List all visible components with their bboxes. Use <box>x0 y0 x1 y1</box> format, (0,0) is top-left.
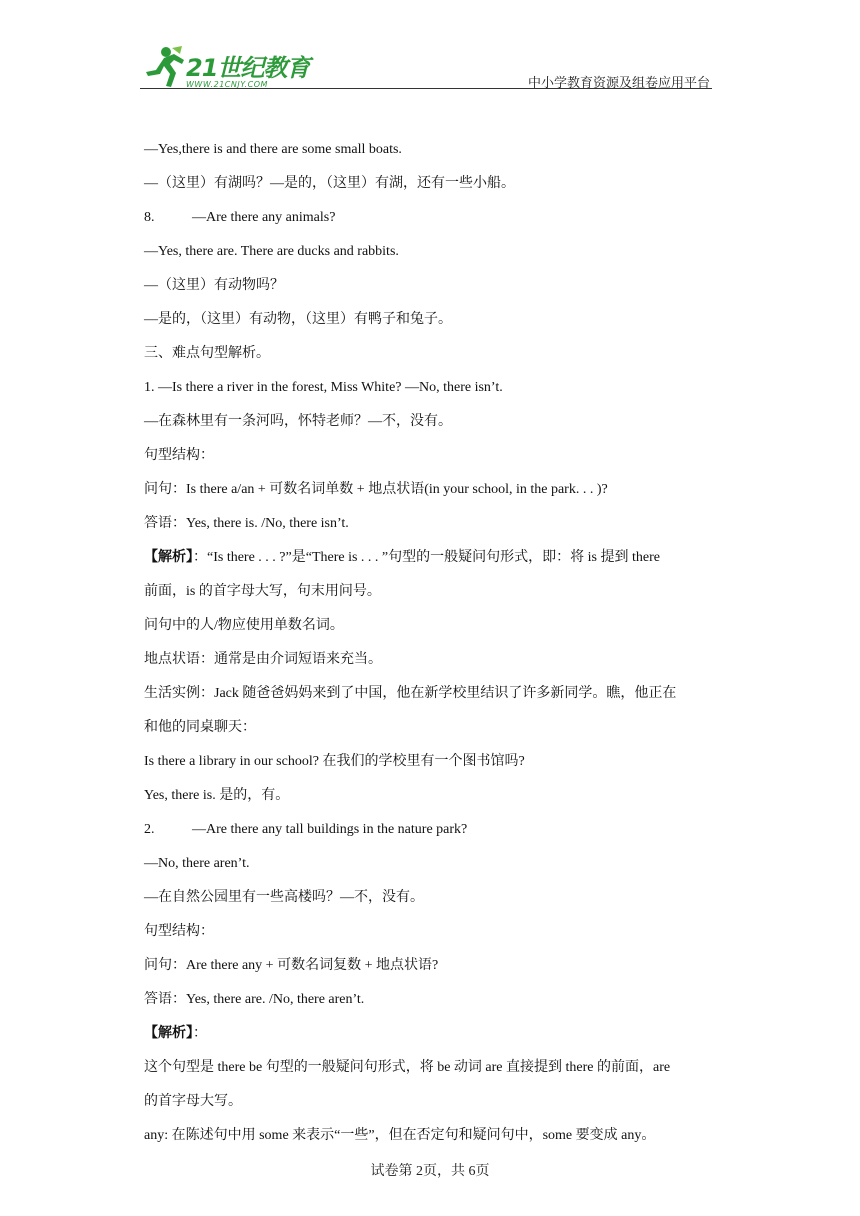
text-line <box>144 541 719 575</box>
text-line <box>144 269 719 303</box>
text-line <box>144 711 719 745</box>
text-line <box>144 235 719 269</box>
text-line <box>144 881 719 915</box>
line-text: 地点状语：通常是由介词短语来充当。 <box>144 652 382 667</box>
text-line <box>144 609 719 643</box>
line-text: —Yes, there are. There are ducks and rabbits. <box>144 244 399 259</box>
line-text: 和他的同桌聊天： <box>144 720 256 735</box>
line-text: —在森林里有一条河吗，怀特老师？—不，没有。 <box>144 414 452 429</box>
line-text: 问句：Is there a/an + 可数名词单数 + 地点状语(in your school, in the park. . . )? <box>144 482 608 497</box>
logo-url: WWW.21CNJY.COM <box>186 80 268 89</box>
text-line <box>144 1085 719 1119</box>
text-line <box>144 337 719 371</box>
text-line <box>144 983 719 1017</box>
line-text: 句型结构： <box>144 924 214 939</box>
item-number: 8. <box>144 210 155 225</box>
text-line <box>144 1119 719 1153</box>
line-text: —是的，（这里）有动物，（这里）有鸭子和兔子。 <box>144 312 452 327</box>
logo-text: 21世纪教育 <box>186 54 310 82</box>
line-text: 问句中的人/物应使用单数名词。 <box>144 618 344 633</box>
line-text: —Are there any animals? <box>192 210 336 225</box>
text-line <box>144 167 719 201</box>
line-text: 这个句型是 there be 句型的一般疑问句形式，将 be 动词 are 直接提到 there 的前面，are <box>144 1060 671 1075</box>
line-text: —Are there any tall buildings in the nature park? <box>192 822 468 837</box>
text-line <box>144 949 719 983</box>
document-body <box>144 133 719 1153</box>
text-line <box>144 1017 719 1051</box>
page-header <box>140 38 712 90</box>
line-text: any: 在陈述句中用 some 来表示“一些”，但在否定句和疑问句中，some 要变成 any。 <box>144 1128 656 1143</box>
page-footer: 试卷第 2页，共 6页 <box>370 1164 490 1179</box>
line-text: 前面，is 的首字母大写，句末用问号。 <box>144 584 381 599</box>
line-text: 句型结构： <box>144 448 214 463</box>
line-text: —（这里）有动物吗？ <box>144 278 284 293</box>
text-line <box>144 915 719 949</box>
text-line <box>144 405 719 439</box>
logo <box>140 44 320 90</box>
line-text: Yes, there is. 是的，有。 <box>144 788 290 803</box>
text-line <box>144 779 719 813</box>
line-text: Is there a library in our school? 在我们的学校里有一个图书馆吗? <box>144 754 525 769</box>
text-line <box>144 439 719 473</box>
line-text: 答语：Yes, there is. /No, there isn’t. <box>144 516 349 531</box>
line-text: 问句：Are there any + 可数名词复数 + 地点状语? <box>144 958 439 973</box>
item-number: 2. <box>144 822 155 837</box>
header-divider <box>140 88 712 89</box>
runner-logo-icon <box>140 44 186 90</box>
text-line <box>144 643 719 677</box>
text-line <box>144 677 719 711</box>
analysis-label: 【解析】 <box>144 550 193 565</box>
line-text: —（这里）有湖吗？—是的，（这里）有湖，还有一些小船。 <box>144 176 515 191</box>
text-line <box>144 745 719 779</box>
text-line <box>144 133 719 167</box>
text-line <box>144 303 719 337</box>
text-line <box>144 813 719 847</box>
text-line <box>144 473 719 507</box>
text-line <box>144 575 719 609</box>
line-text: —Yes,there is and there are some small boats. <box>144 142 402 157</box>
text-line <box>144 1051 719 1085</box>
text-line <box>144 507 719 541</box>
text-line <box>144 371 719 405</box>
line-text: 答语：Yes, there are. /No, there aren’t. <box>144 992 365 1007</box>
line-text: 1. —Is there a river in the forest, Miss White? —No, there isn’t. <box>144 380 503 395</box>
platform-title: 中小学教育资源及组卷应用平台 <box>527 76 710 91</box>
text-line <box>144 847 719 881</box>
line-text: 三、难点句型解析。 <box>144 346 270 361</box>
line-text: 的首字母大写。 <box>144 1094 242 1109</box>
line-text: ：“Is there . . . ?”是“There is . . . ”句型的一般疑问句形式，即：将 is 提到 there <box>193 550 660 565</box>
text-line <box>144 201 719 235</box>
line-text: —在自然公园里有一些高楼吗？—不，没有。 <box>144 890 424 905</box>
line-text: 生活实例：Jack 随爸爸妈妈来到了中国，他在新学校里结识了许多新同学。瞧，他正在 <box>144 686 677 701</box>
line-text: —No, there aren’t. <box>144 856 250 871</box>
analysis-label: 【解析】 <box>144 1026 193 1041</box>
line-text: ： <box>193 1026 207 1041</box>
